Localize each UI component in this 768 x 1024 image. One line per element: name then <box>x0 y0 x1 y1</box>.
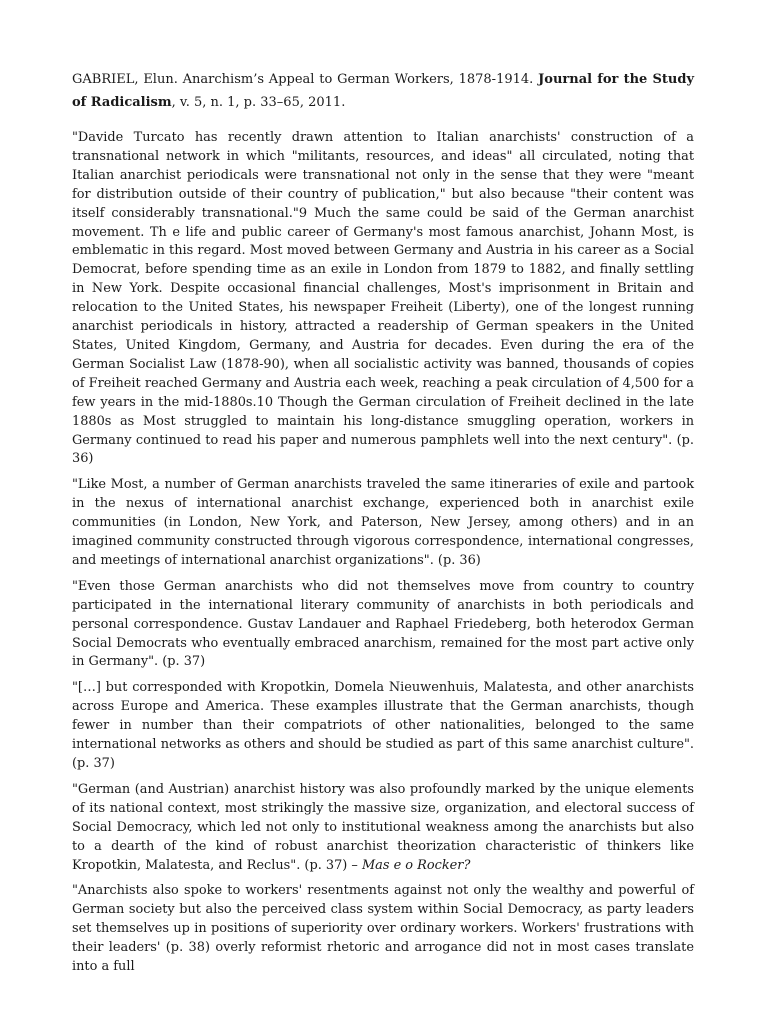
quote-paragraph-3 <box>72 578 694 673</box>
quote-text: "Like Most, a number of German anarchists traveled the same itineraries of exile and partook in the nexus of international anarchist exchange, experienced both in anarchist exile communities (in London, New York, and Paterson, New Jersey, among others) and in an imagined community constructed through vigorous correspondence, international congresses, and meetings of international anarchist organizations". (p. 36) <box>72 477 694 568</box>
quote-text: "[…] but corresponded with Kropotkin, Domela Nieuwenhuis, Malatesta, and other anarchists across Europe and America. These examples illustrate that the German anarchists, though fewer in number than their compatriots of other nationalities, belonged to the same international networks as others and should be studied as part of this same anarchist culture". (p. 37) <box>72 680 694 771</box>
quote-text: "Davide Turcato has recently drawn attention to Italian anarchists' construction of a transnational network in which "militants, resources, and ideas" all circulated, noting that Italian anarchist periodicals were transnational not only in the sense that they were "meant for distribution outside of their country of publication," but also because "their content was itself considerably transnational."9 Much the same could be said of the German anarchist movement. Th e life and public career of Germany's most famous anarchist, Johann Most, is emblematic in this regard. Most moved between Germany and Austria in his career as a Social Democrat, before spending time as an exile in London from 1879 to 1882, and finally settling in New York. Despite occasional financial challenges, Most's imprisonment in Britain and relocation to the United States, his newspaper Freiheit (Liberty), one of the longest running anarchist periodicals in history, attracted a readership of German speakers in the United States, United Kingdom, Germany, and Austria for decades. Even during the era of the German Socialist Law (1878-90), when all socialistic activity was banned, thousands of copies of Freiheit reached Germany and Austria each week, reaching a peak circulation of 4,500 for a few years in the mid-1880s.10 Though the German circulation of Freiheit declined in the late 1880s as Most struggled to maintain his long-distance smuggling operation, workers in Germany continued to read his paper and numerous pamphlets well into the next century". (p. 36) <box>72 130 694 467</box>
citation-author-title: GABRIEL, Elun. Anarchism’s Appeal to German Workers, 1878-1914. <box>72 72 539 87</box>
quote-paragraph-6 <box>72 882 694 977</box>
citation-journal: Journal for the Study of Radicalism <box>72 72 695 110</box>
document-page <box>72 68 694 984</box>
quote-paragraph-1 <box>72 129 694 469</box>
quote-paragraph-4 <box>72 679 694 774</box>
bibliographic-citation <box>72 68 694 114</box>
quote-paragraph-5 <box>72 781 694 876</box>
quote-paragraph-2 <box>72 476 694 571</box>
quote-text: "Anarchists also spoke to workers' resentments against not only the wealthy and powerful of German society but also the perceived class system within Social Democracy, as party leaders set themselves up in positions of superiority over ordinary workers. Workers' frustrations with their leaders' (p. 38) overly reformist rhetoric and arrogance did not in most cases translate into a full <box>72 883 694 975</box>
quote-text: "Even those German anarchists who did not themselves move from country to country participated in the international literary community of anarchists in both periodicals and personal correspondence. Gustav Landauer and Raphael Friedeberg, both heterodox German Social Democrats who eventually embraced anarchism, remained for the most part active only in Germany". (p. 37) <box>72 578 694 670</box>
annotation-note: Mas e o Rocker? <box>361 857 471 873</box>
quote-text: "German (and Austrian) anarchist history was also profoundly marked by the unique elements of its national context, most strikingly the massive size, organization, and electoral success of Social Democracy, which led not only to institutional weakness among the anarchists but also to a dearth of the kind of robust anarchist theorization characteristic of thinkers like Kropotkin, Malatesta, and Reclus". (p. 37) – <box>72 781 694 873</box>
citation-details: , v. 5, n. 1, p. 33–65, 2011. <box>171 95 346 110</box>
